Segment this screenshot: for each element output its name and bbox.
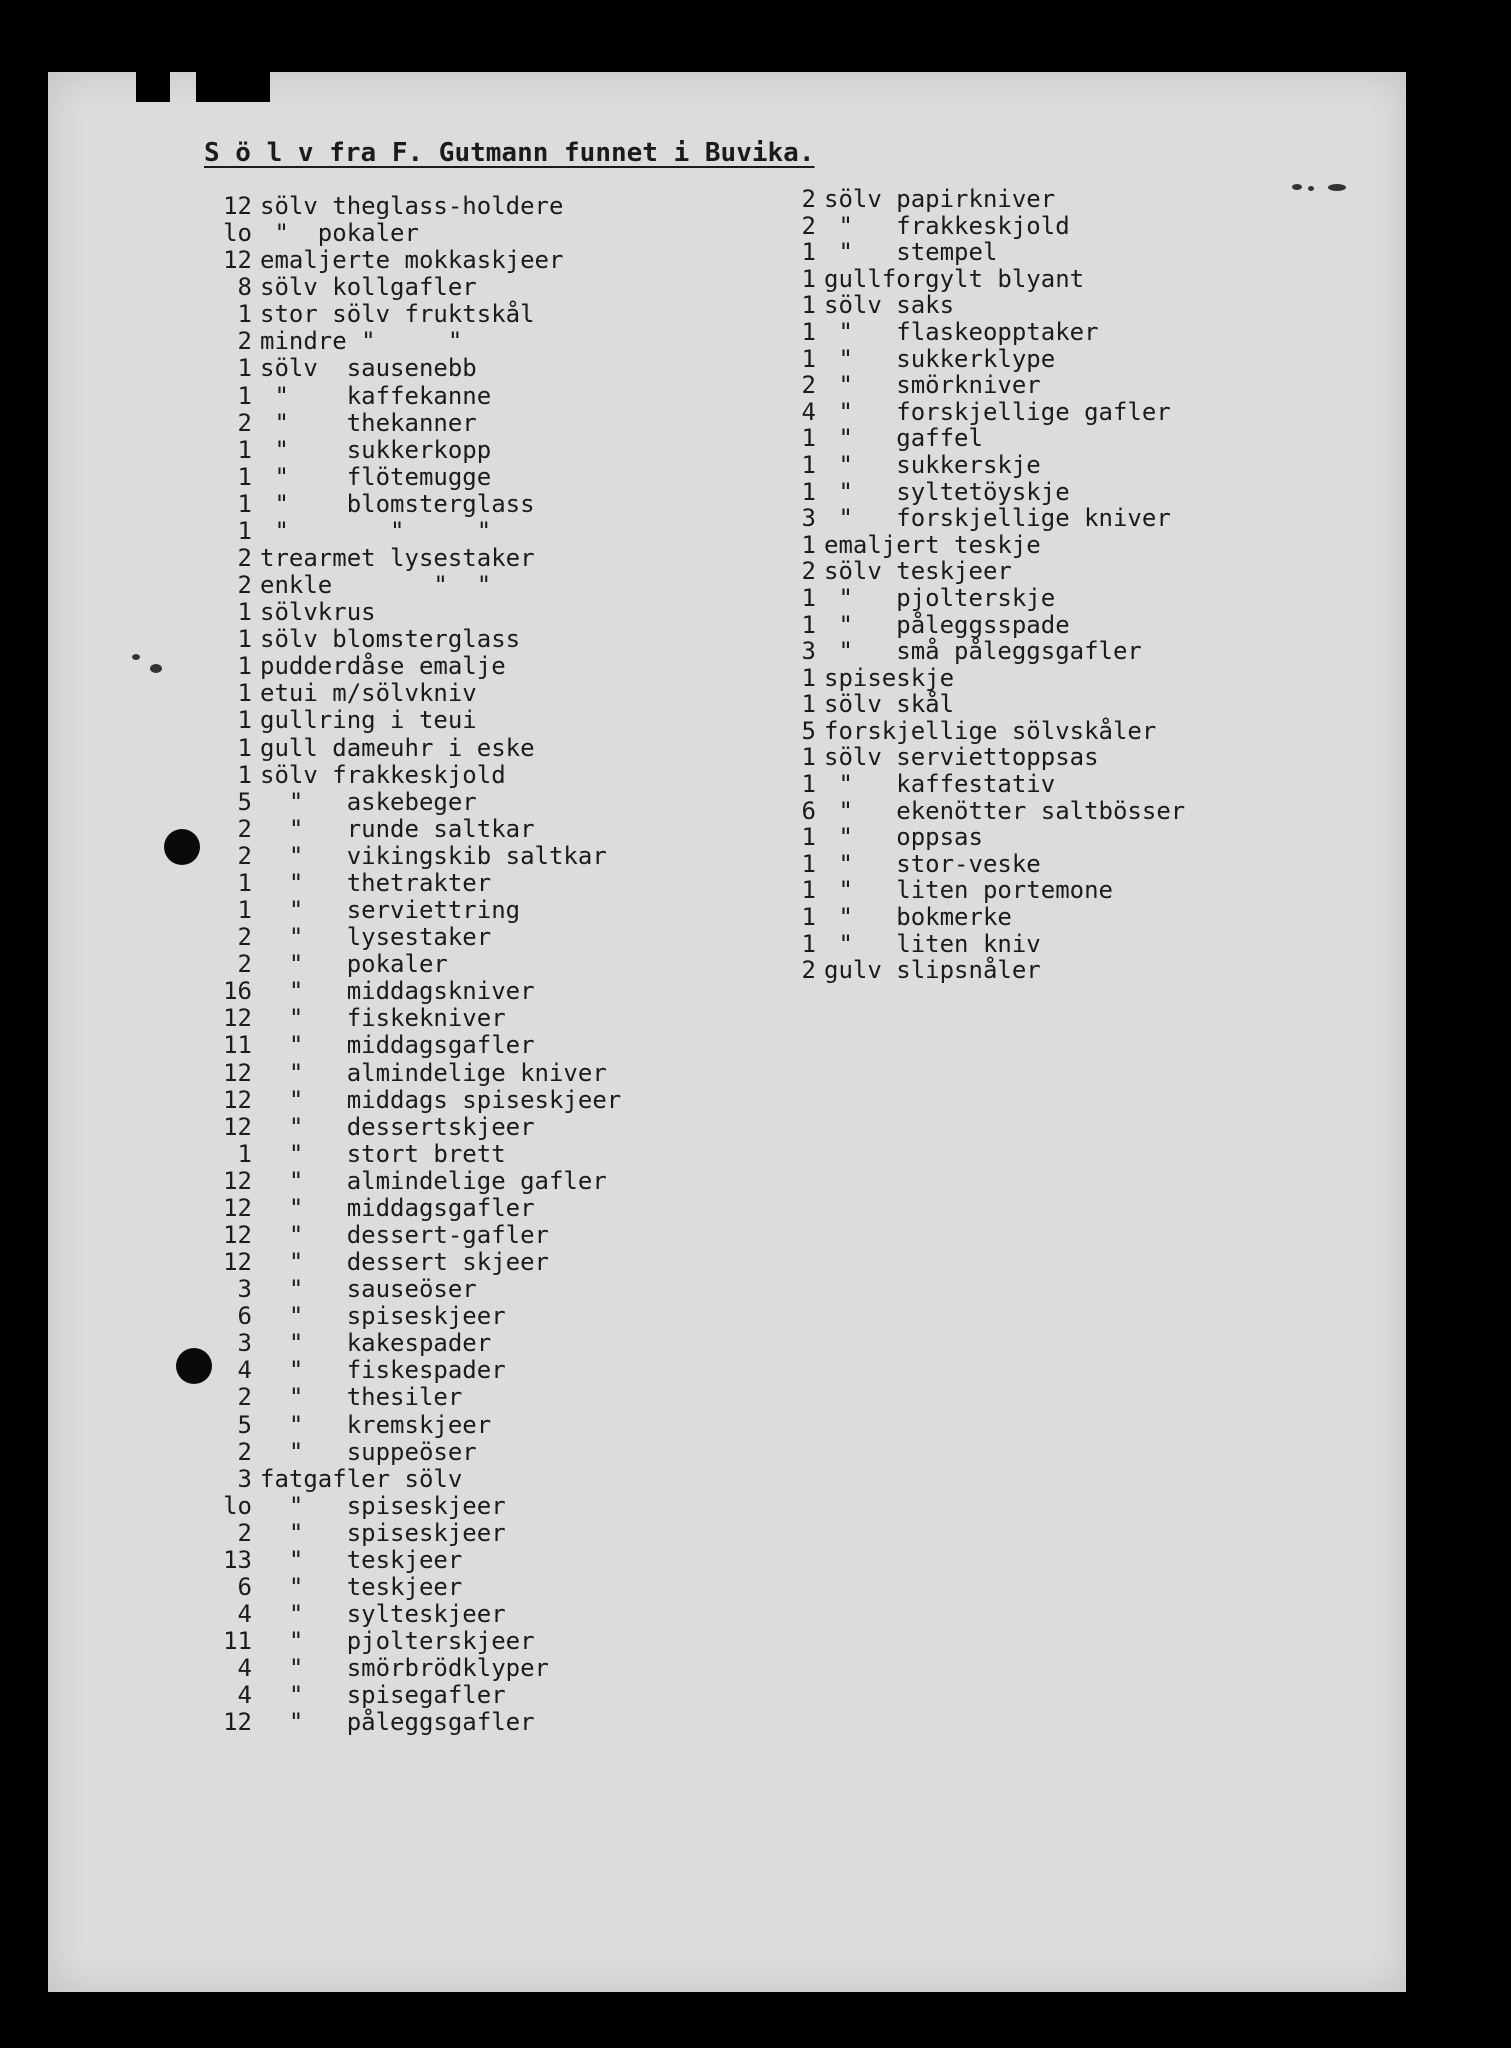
list-item	[204, 383, 621, 410]
item-description: " fiskekniver	[260, 1004, 506, 1033]
list-item	[204, 1493, 621, 1520]
item-quantity: 1	[801, 876, 816, 905]
item-description: " påleggsspade	[824, 610, 1070, 639]
item-quantity: 12	[223, 1248, 252, 1277]
list-item	[204, 924, 621, 951]
item-description: emaljerte mokkaskjeer	[260, 246, 564, 275]
item-quantity: 1	[801, 317, 816, 346]
item-description: " spisegafler	[260, 1681, 506, 1710]
item-quantity: lo	[223, 219, 252, 248]
list-item	[204, 762, 621, 789]
item-quantity: 2	[237, 923, 252, 952]
item-description: emaljert teskje	[824, 530, 1041, 559]
item-description: " runde saltkar	[260, 814, 535, 843]
list-item	[204, 626, 621, 653]
item-description: " serviettring	[260, 896, 521, 925]
item-quantity: 2	[801, 956, 816, 985]
item-description: " teskjeer	[260, 1545, 463, 1574]
item-quantity: 12	[223, 1112, 252, 1141]
item-quantity: 13	[223, 1545, 252, 1574]
item-quantity: 2	[237, 571, 252, 600]
item-quantity: 1	[237, 652, 252, 681]
item-quantity: 1	[801, 663, 816, 692]
item-quantity: 2	[801, 371, 816, 400]
item-description: " sauseöser	[260, 1275, 477, 1304]
item-quantity: 1	[801, 344, 816, 373]
item-description: " liten portemone	[824, 876, 1113, 905]
item-description: " pjolterskjeer	[260, 1627, 535, 1656]
list-item	[204, 1168, 621, 1195]
list-item	[792, 691, 1185, 718]
item-description: spiseskje	[824, 663, 955, 692]
list-item	[204, 1060, 621, 1087]
list-item	[204, 274, 621, 301]
list-item	[204, 897, 621, 924]
ink-smudge	[1292, 184, 1302, 190]
item-quantity: 4	[237, 1600, 252, 1629]
list-item	[204, 1628, 621, 1655]
item-description: etui m/sölvkniv	[260, 679, 477, 708]
item-description: " spiseskjeer	[260, 1518, 506, 1547]
item-description: pudderdåse emalje	[260, 652, 506, 681]
item-quantity: 1	[237, 300, 252, 329]
list-item	[204, 978, 621, 1005]
item-quantity: 5	[237, 1410, 252, 1439]
item-quantity: 2	[237, 1518, 252, 1547]
item-description: gullforgylt blyant	[824, 264, 1085, 293]
list-item	[204, 518, 621, 545]
item-quantity: 2	[237, 950, 252, 979]
list-item	[204, 1303, 621, 1330]
item-quantity: 1	[801, 530, 816, 559]
item-description: " pokaler	[260, 950, 448, 979]
list-item	[792, 585, 1185, 612]
item-description: " dessert skjeer	[260, 1248, 549, 1277]
list-item	[204, 1601, 621, 1628]
item-description: " syltetöyskje	[824, 477, 1070, 506]
item-quantity: 2	[801, 211, 816, 240]
item-quantity: 1	[801, 770, 816, 799]
item-description: " middags spiseskjeer	[260, 1085, 622, 1114]
item-description: stor sölv fruktskål	[260, 300, 535, 329]
ink-smudge	[150, 664, 162, 673]
item-description: sölv theglass-holdere	[260, 192, 564, 220]
item-quantity: 2	[237, 814, 252, 843]
item-quantity: lo	[223, 1491, 252, 1520]
list-item	[204, 789, 621, 816]
item-quantity: 1	[801, 264, 816, 293]
item-quantity: 1	[237, 706, 252, 735]
item-description: " kakespader	[260, 1329, 492, 1358]
item-quantity: 12	[223, 246, 252, 275]
list-item	[792, 744, 1185, 771]
item-description: " thetrakter	[260, 868, 492, 897]
list-item	[204, 1249, 621, 1276]
list-item	[204, 843, 621, 870]
item-quantity: 2	[801, 557, 816, 586]
item-description: " pjolterskje	[824, 583, 1056, 612]
list-item	[204, 951, 621, 978]
item-description: " blomsterglass	[260, 489, 535, 518]
list-item	[204, 572, 621, 599]
list-item	[204, 410, 621, 437]
list-item	[204, 1520, 621, 1547]
item-quantity: 12	[223, 1166, 252, 1195]
item-quantity: 2	[801, 185, 816, 213]
item-quantity: 1	[801, 424, 816, 453]
item-quantity: 3	[237, 1329, 252, 1358]
list-item	[792, 372, 1185, 399]
list-item	[792, 319, 1185, 346]
list-item	[792, 532, 1185, 559]
item-quantity: 5	[237, 787, 252, 816]
item-description: " spiseskjeer	[260, 1491, 506, 1520]
item-description: " suppeöser	[260, 1437, 477, 1466]
item-description: " kremskjeer	[260, 1410, 492, 1439]
list-item	[204, 1357, 621, 1384]
item-description: " dessert-gafler	[260, 1220, 549, 1249]
item-quantity: 1	[801, 743, 816, 772]
item-quantity: 6	[237, 1302, 252, 1331]
item-description: " sukkerkopp	[260, 435, 492, 464]
item-quantity: 6	[801, 796, 816, 825]
tape-mark	[196, 72, 270, 102]
list-item	[792, 479, 1185, 506]
item-quantity: 1	[237, 679, 252, 708]
item-quantity: 1	[237, 598, 252, 627]
item-description: " sylteskjeer	[260, 1600, 506, 1629]
item-description: gulv slipsnåler	[824, 956, 1041, 985]
item-description: enkle " "	[260, 571, 492, 600]
item-description: " spiseskjeer	[260, 1302, 506, 1331]
list-item	[204, 301, 621, 328]
item-description: " ekenötter saltbösser	[824, 796, 1186, 825]
item-description: sölv kollgafler	[260, 273, 477, 302]
list-item	[792, 266, 1185, 293]
item-description: " oppsas	[824, 823, 983, 852]
list-item	[792, 771, 1185, 798]
item-description: " sukkerklype	[824, 344, 1056, 373]
item-description: sölv serviettoppsas	[824, 743, 1099, 772]
item-description: " vikingskib saltkar	[260, 841, 607, 870]
list-item	[204, 193, 621, 220]
list-item	[792, 931, 1185, 958]
item-quantity: 12	[223, 192, 252, 220]
right-inventory-list	[792, 186, 1185, 984]
list-item	[204, 355, 621, 382]
list-item	[792, 425, 1185, 452]
item-description: gullring i teui	[260, 706, 477, 735]
item-description: " smörbrödklyper	[260, 1654, 549, 1683]
item-description: " thesiler	[260, 1383, 463, 1412]
list-item	[204, 680, 621, 707]
item-quantity: 3	[801, 637, 816, 666]
item-quantity: 1	[801, 610, 816, 639]
list-item	[204, 1439, 621, 1466]
item-description: gull dameuhr i eske	[260, 733, 535, 762]
item-description: " små påleggsgafler	[824, 637, 1142, 666]
item-description: sölv skål	[824, 690, 955, 719]
item-quantity: 1	[801, 929, 816, 958]
list-item	[204, 1574, 621, 1601]
item-description: " kaffekanne	[260, 381, 492, 410]
list-item	[204, 1330, 621, 1357]
item-quantity: 1	[237, 516, 252, 545]
list-item	[204, 1709, 621, 1736]
item-quantity: 1	[237, 625, 252, 654]
list-item	[204, 491, 621, 518]
list-item	[792, 718, 1185, 745]
list-item	[204, 1682, 621, 1709]
list-item	[204, 599, 621, 626]
tape-mark	[136, 72, 170, 102]
list-item	[204, 1114, 621, 1141]
list-item	[204, 1032, 621, 1059]
item-quantity: 1	[801, 690, 816, 719]
list-item	[204, 735, 621, 762]
item-quantity: 4	[237, 1654, 252, 1683]
item-quantity: 12	[223, 1058, 252, 1087]
item-quantity: 1	[801, 450, 816, 479]
item-description: sölvkrus	[260, 598, 376, 627]
item-quantity: 1	[801, 291, 816, 320]
item-quantity: 1	[801, 903, 816, 932]
list-item	[204, 816, 621, 843]
list-item	[204, 437, 621, 464]
item-quantity: 3	[237, 1464, 252, 1493]
item-quantity: 1	[237, 896, 252, 925]
item-description: " forskjellige kniver	[824, 504, 1171, 533]
list-item	[204, 1222, 621, 1249]
item-quantity: 1	[237, 489, 252, 518]
list-item	[204, 1276, 621, 1303]
item-quantity: 11	[223, 1031, 252, 1060]
list-item	[204, 247, 621, 274]
ink-smudge	[1308, 186, 1314, 191]
item-description: sölv teskjeer	[824, 557, 1012, 586]
item-quantity: 3	[237, 1275, 252, 1304]
item-description: " flaskeopptaker	[824, 317, 1099, 346]
item-description: " smörkniver	[824, 371, 1041, 400]
list-item	[792, 877, 1185, 904]
item-description: " almindelige kniver	[260, 1058, 607, 1087]
list-item	[792, 558, 1185, 585]
item-quantity: 12	[223, 1708, 252, 1737]
item-quantity: 3	[801, 504, 816, 533]
item-quantity: 12	[223, 1004, 252, 1033]
left-inventory-list	[204, 193, 621, 1736]
item-description: " flötemugge	[260, 462, 492, 491]
item-description: " påleggsgafler	[260, 1708, 535, 1737]
item-quantity: 2	[237, 841, 252, 870]
item-description: " bokmerke	[824, 903, 1012, 932]
item-description: fatgafler sölv	[260, 1464, 463, 1493]
item-description: " lysestaker	[260, 923, 492, 952]
item-description: " gaffel	[824, 424, 983, 453]
item-quantity: 4	[237, 1356, 252, 1385]
item-description: " askebeger	[260, 787, 477, 816]
list-item	[792, 904, 1185, 931]
item-description: " sukkerskje	[824, 450, 1041, 479]
list-item	[792, 957, 1185, 984]
item-quantity: 2	[237, 1383, 252, 1412]
list-item	[204, 1384, 621, 1411]
list-item	[792, 292, 1185, 319]
item-description: trearmet lysestaker	[260, 544, 535, 573]
list-item	[792, 399, 1185, 426]
item-description: " forskjellige gafler	[824, 397, 1171, 426]
list-item	[204, 1005, 621, 1032]
ink-smudge	[132, 654, 140, 660]
item-quantity: 5	[801, 716, 816, 745]
item-description: " thekanner	[260, 408, 477, 437]
list-item	[204, 1655, 621, 1682]
item-description: " teskjeer	[260, 1572, 463, 1601]
list-item	[792, 824, 1185, 851]
item-quantity: 2	[237, 544, 252, 573]
item-description: " stort brett	[260, 1139, 506, 1168]
item-quantity: 1	[801, 583, 816, 612]
item-quantity: 1	[237, 462, 252, 491]
list-item	[204, 545, 621, 572]
list-item	[792, 505, 1185, 532]
item-description: " middagskniver	[260, 977, 535, 1006]
item-quantity: 1	[237, 733, 252, 762]
item-description: sölv sausenebb	[260, 354, 477, 383]
item-description: " pokaler	[260, 219, 419, 248]
item-description: " stempel	[824, 238, 998, 267]
list-item	[204, 220, 621, 247]
item-description: sölv blomsterglass	[260, 625, 521, 654]
item-description: mindre " "	[260, 327, 463, 356]
item-description: " liten kniv	[824, 929, 1041, 958]
item-quantity: 16	[223, 977, 252, 1006]
ink-smudge	[1328, 184, 1346, 191]
list-item	[792, 452, 1185, 479]
list-item	[204, 328, 621, 355]
list-item	[792, 665, 1185, 692]
list-item	[204, 1087, 621, 1114]
item-quantity: 2	[237, 1437, 252, 1466]
list-item	[792, 239, 1185, 266]
item-quantity: 8	[237, 273, 252, 302]
list-item	[792, 612, 1185, 639]
list-item	[792, 851, 1185, 878]
item-description: " fiskespader	[260, 1356, 506, 1385]
list-item	[204, 1141, 621, 1168]
item-quantity: 12	[223, 1220, 252, 1249]
item-quantity: 1	[237, 354, 252, 383]
list-item	[204, 1466, 621, 1493]
item-quantity: 1	[801, 238, 816, 267]
item-description: " middagsgafler	[260, 1193, 535, 1222]
list-item	[204, 1195, 621, 1222]
list-item	[204, 653, 621, 680]
item-description: sölv saks	[824, 291, 955, 320]
item-quantity: 2	[237, 327, 252, 356]
list-item	[204, 1412, 621, 1439]
item-quantity: 6	[237, 1572, 252, 1601]
item-quantity: 4	[237, 1681, 252, 1710]
item-description: " middagsgafler	[260, 1031, 535, 1060]
item-description: " frakkeskjold	[824, 211, 1070, 240]
item-description: sölv frakkeskjold	[260, 760, 506, 789]
list-item	[792, 638, 1185, 665]
list-item	[792, 798, 1185, 825]
item-description: " " "	[260, 516, 492, 545]
item-description: " stor-veske	[824, 849, 1041, 878]
item-quantity: 1	[801, 477, 816, 506]
item-description: sölv papirkniver	[824, 185, 1056, 213]
item-quantity: 1	[237, 760, 252, 789]
item-quantity: 12	[223, 1085, 252, 1114]
item-description: " kaffestativ	[824, 770, 1056, 799]
list-item	[792, 213, 1185, 240]
list-item	[204, 707, 621, 734]
item-quantity: 1	[801, 849, 816, 878]
punch-hole	[164, 829, 200, 865]
list-item	[792, 346, 1185, 373]
list-item	[792, 186, 1185, 213]
item-quantity: 1	[237, 1139, 252, 1168]
item-quantity: 11	[223, 1627, 252, 1656]
item-quantity: 1	[801, 823, 816, 852]
page-title: S ö l v fra F. Gutmann funnet i Buvika.	[204, 138, 815, 168]
item-quantity: 2	[237, 408, 252, 437]
list-item	[204, 870, 621, 897]
item-quantity: 1	[237, 381, 252, 410]
item-quantity: 4	[801, 397, 816, 426]
item-quantity: 1	[237, 435, 252, 464]
item-description: forskjellige sölvskåler	[824, 716, 1157, 745]
item-description: " almindelige gafler	[260, 1166, 607, 1195]
item-description: " dessertskjeer	[260, 1112, 535, 1141]
item-quantity: 1	[237, 868, 252, 897]
item-quantity: 12	[223, 1193, 252, 1222]
list-item	[204, 1547, 621, 1574]
list-item	[204, 464, 621, 491]
